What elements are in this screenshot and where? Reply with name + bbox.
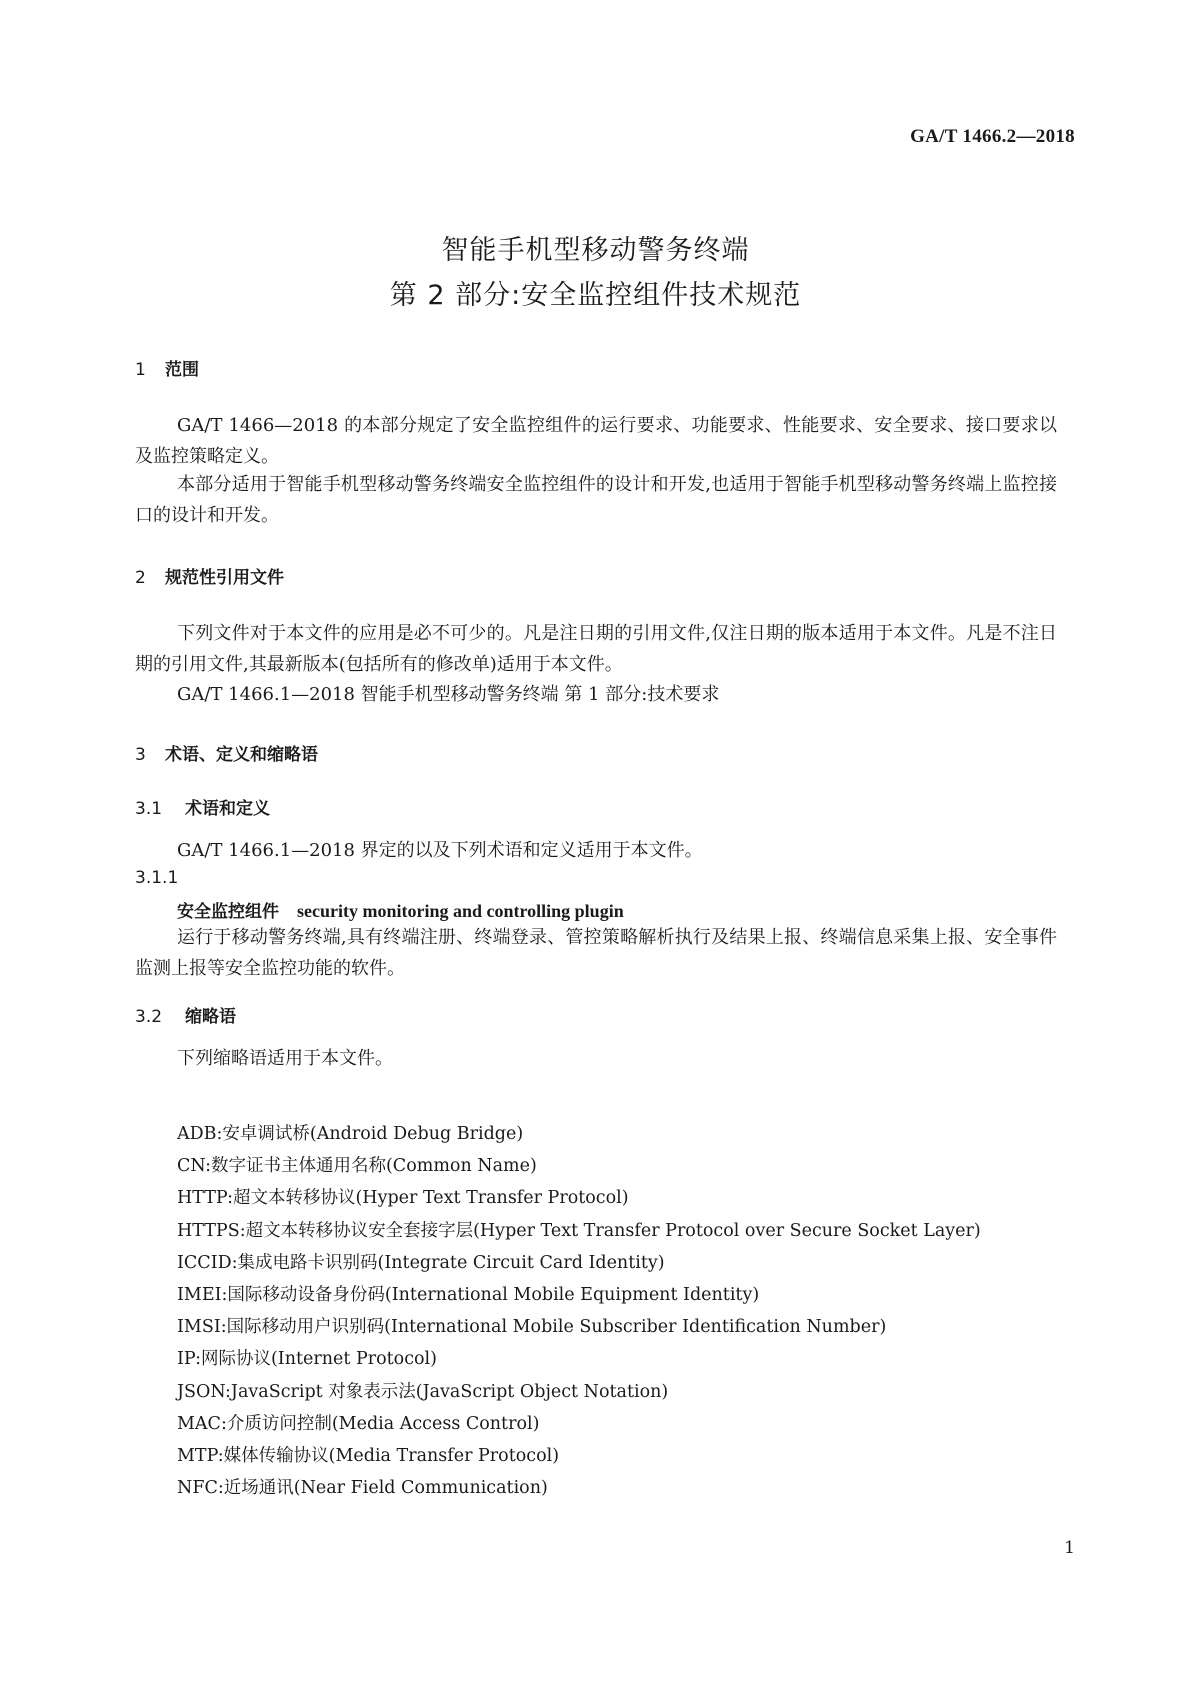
section-3-1-intro: GA/T 1466.1—2018 界定的以及下列术语和定义适用于本文件。 [177,840,703,861]
abbreviation-item: IP:网际协议(Internet Protocol) [177,1349,437,1370]
section-2-heading [135,563,284,588]
abbreviation-item: IMEI:国际移动设备身份码(International Mobile Equipment Identity) [177,1284,760,1305]
abbreviation-item: MTP:媒体传输协议(Media Transfer Protocol) [177,1445,560,1466]
normative-reference: GA/T 1466.1—2018 智能手机型移动警务终端 第 1 部分:技术要求 [177,684,720,705]
abbreviation-item: ICCID:集成电路卡识别码(Integrate Circuit Card Identity) [177,1252,665,1273]
abbreviation-list [177,1118,981,1504]
abbreviation-item: ADB:安卓调试桥(Android Debug Bridge) [177,1124,524,1144]
term-title-en: security monitoring and controlling plugin [297,901,624,921]
title-line-1: 智能手机型移动警务终端 [441,235,750,266]
section-1-paragraph-2: 本部分适用于智能手机型移动警务终端安全监控组件的设计和开发,也适用于智能手机型移动警务终端上监控接口的设计和开发。 [135,474,1057,526]
document-title [0,228,1191,318]
section-2-number: 2 [135,568,146,588]
section-3-heading [135,740,318,765]
section-1-title: 范围 [165,360,199,380]
abbreviation-item: HTTPS:超文本转移协议安全套接字层(Hyper Text Transfer Protocol over Secure Socket Layer) [177,1220,981,1241]
term-definition: 运行于移动警务终端,具有终端注册、终端登录、管控策略解析执行及结果上报、终端信息采集上报、安全事件监测上报等安全监控功能的软件。 [135,927,1057,979]
title-line-2: 第 2 部分:安全监控组件技术规范 [389,280,802,311]
section-3-1-title: 术语和定义 [185,799,270,819]
standard-code: GA/T 1466.2—2018 [910,126,1075,147]
section-2-title: 规范性引用文件 [165,568,284,588]
section-3-1-heading [135,794,270,819]
section-3-2-heading [135,1002,236,1027]
page-number: 1 [1064,1538,1075,1558]
section-3-2-title: 缩略语 [185,1007,236,1027]
section-3-1-number: 3.1 [135,799,163,819]
section-3-title: 术语、定义和缩略语 [165,745,318,765]
term-title [177,897,624,922]
section-2-paragraph-1: 下列文件对于本文件的应用是必不可少的。凡是注日期的引用文件,仅注日期的版本适用于本文件。凡是不注日期的引用文件,其最新版本(包括所有的修改单)适用于本文件。 [135,623,1057,675]
section-3-2-intro: 下列缩略语适用于本文件。 [177,1048,393,1069]
abbreviation-item: CN:数字证书主体通用名称(Common Name) [177,1156,537,1177]
abbreviation-item: JSON:JavaScript 对象表示法(JavaScript Object Notation) [177,1381,669,1402]
section-3-2-number: 3.2 [135,1007,163,1027]
term-number: 3.1.1 [135,868,179,888]
section-3-number: 3 [135,745,146,765]
abbreviation-item: IMSI:国际移动用户识别码(International Mobile Subscriber Identification Number) [177,1317,887,1338]
abbreviation-item: NFC:近场通讯(Near Field Communication) [177,1478,548,1499]
section-1-heading [135,355,199,380]
abbreviation-item: HTTP:超文本转移协议(Hyper Text Transfer Protocol) [177,1188,629,1209]
term-title-cn: 安全监控组件 [177,902,279,922]
abbreviation-item: MAC:介质访问控制(Media Access Control) [177,1413,540,1434]
section-1-number: 1 [135,360,146,380]
section-1-paragraph-1: GA/T 1466—2018 的本部分规定了安全监控组件的运行要求、功能要求、性能要求、安全要求、接口要求以及监控策略定义。 [135,415,1057,467]
